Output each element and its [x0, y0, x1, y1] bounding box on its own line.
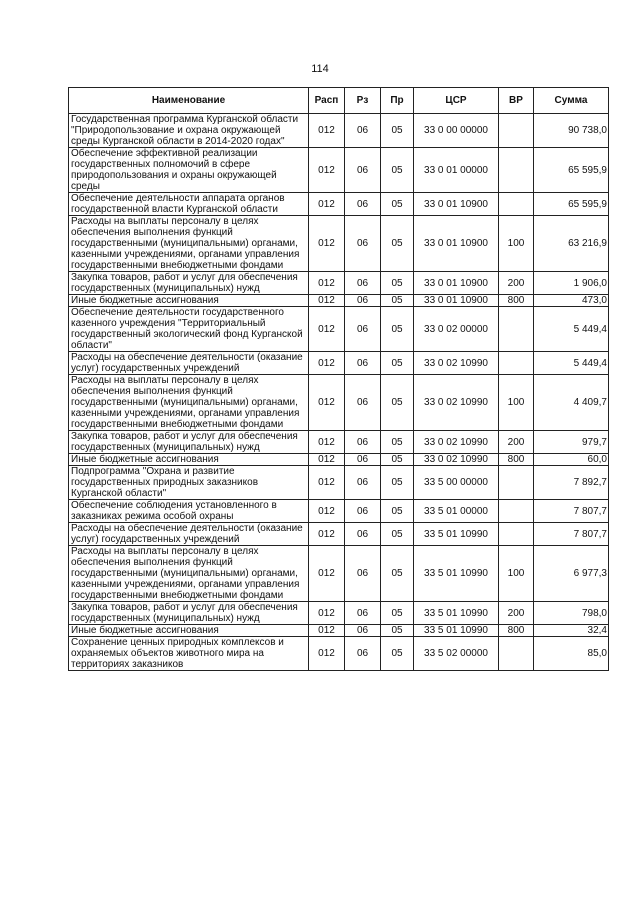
- cell-rasp: 012: [309, 602, 345, 625]
- cell-name: Закупка товаров, работ и услуг для обеспечения государственных (муниципальных) нужд: [69, 602, 309, 625]
- cell-vr: 200: [499, 431, 534, 454]
- cell-csr: 33 5 02 00000: [414, 637, 499, 671]
- cell-vr: [499, 466, 534, 500]
- cell-sum: 5 449,4: [534, 307, 609, 352]
- cell-pr: 05: [381, 216, 414, 272]
- cell-rz: 06: [345, 625, 381, 637]
- cell-vr: 200: [499, 272, 534, 295]
- cell-rz: 06: [345, 272, 381, 295]
- cell-rz: 06: [345, 546, 381, 602]
- cell-rz: 06: [345, 352, 381, 375]
- table-row: [69, 193, 609, 216]
- cell-csr: 33 5 00 00000: [414, 466, 499, 500]
- cell-pr: 05: [381, 307, 414, 352]
- cell-sum: 1 906,0: [534, 272, 609, 295]
- cell-vr: [499, 307, 534, 352]
- cell-csr: 33 0 02 10990: [414, 352, 499, 375]
- cell-sum: 32,4: [534, 625, 609, 637]
- header-rasp: Расп: [309, 88, 345, 114]
- cell-csr: 33 0 00 00000: [414, 114, 499, 148]
- cell-rasp: 012: [309, 523, 345, 546]
- cell-pr: 05: [381, 193, 414, 216]
- cell-csr: 33 0 02 10990: [414, 454, 499, 466]
- cell-csr: 33 0 01 10900: [414, 272, 499, 295]
- table-row: [69, 637, 609, 671]
- cell-rz: 06: [345, 193, 381, 216]
- cell-vr: [499, 352, 534, 375]
- header-pr: Пр: [381, 88, 414, 114]
- cell-sum: 473,0: [534, 295, 609, 307]
- cell-pr: 05: [381, 148, 414, 193]
- table-header-row: [69, 88, 609, 114]
- cell-name: Сохранение ценных природных комплексов и охраняемых объектов животного мира на территориях заказников: [69, 637, 309, 671]
- cell-vr: 800: [499, 625, 534, 637]
- cell-name: Иные бюджетные ассигнования: [69, 625, 309, 637]
- table-row: [69, 295, 609, 307]
- cell-pr: 05: [381, 272, 414, 295]
- cell-csr: 33 5 01 00000: [414, 500, 499, 523]
- cell-rasp: 012: [309, 625, 345, 637]
- cell-name: Закупка товаров, работ и услуг для обеспечения государственных (муниципальных) нужд: [69, 272, 309, 295]
- cell-name: Государственная программа Курганской области "Природопользование и охрана окружающей среды Курганской области в 2014-2020 годах": [69, 114, 309, 148]
- cell-rz: 06: [345, 466, 381, 500]
- cell-rz: 06: [345, 637, 381, 671]
- cell-rz: 06: [345, 375, 381, 431]
- table-row: [69, 466, 609, 500]
- cell-vr: 800: [499, 295, 534, 307]
- cell-rasp: 012: [309, 352, 345, 375]
- cell-csr: 33 5 01 10990: [414, 523, 499, 546]
- cell-vr: 200: [499, 602, 534, 625]
- cell-sum: 6 977,3: [534, 546, 609, 602]
- cell-sum: 65 595,9: [534, 148, 609, 193]
- table-row: [69, 352, 609, 375]
- cell-vr: [499, 193, 534, 216]
- table-body: [69, 114, 609, 671]
- cell-rz: 06: [345, 431, 381, 454]
- cell-pr: 05: [381, 500, 414, 523]
- cell-rz: 06: [345, 295, 381, 307]
- table-row: [69, 307, 609, 352]
- cell-sum: 65 595,9: [534, 193, 609, 216]
- table-row: [69, 602, 609, 625]
- cell-sum: 979,7: [534, 431, 609, 454]
- cell-rasp: 012: [309, 466, 345, 500]
- table-row: [69, 216, 609, 272]
- cell-pr: 05: [381, 454, 414, 466]
- cell-sum: 85,0: [534, 637, 609, 671]
- cell-rasp: 012: [309, 272, 345, 295]
- cell-sum: 60,0: [534, 454, 609, 466]
- cell-vr: 100: [499, 546, 534, 602]
- cell-csr: 33 0 01 10900: [414, 295, 499, 307]
- cell-rz: 06: [345, 602, 381, 625]
- cell-rz: 06: [345, 216, 381, 272]
- cell-name: Расходы на обеспечение деятельности (оказание услуг) государственных учреждений: [69, 352, 309, 375]
- cell-pr: 05: [381, 375, 414, 431]
- table-row: [69, 625, 609, 637]
- cell-rasp: 012: [309, 431, 345, 454]
- cell-rz: 06: [345, 523, 381, 546]
- cell-vr: 100: [499, 375, 534, 431]
- cell-rasp: 012: [309, 307, 345, 352]
- cell-rasp: 012: [309, 148, 345, 193]
- cell-name: Закупка товаров, работ и услуг для обеспечения государственных (муниципальных) нужд: [69, 431, 309, 454]
- cell-vr: 800: [499, 454, 534, 466]
- cell-vr: 100: [499, 216, 534, 272]
- table-row: [69, 546, 609, 602]
- table-row: [69, 114, 609, 148]
- cell-name: Обеспечение эффективной реализации государственных полномочий в сфере природопользования и охраны окружающей среды: [69, 148, 309, 193]
- table-row: [69, 375, 609, 431]
- cell-name: Расходы на выплаты персоналу в целях обеспечения выполнения функций государственными (муниципальными) органами, казенными учреждениями, органами управления государственными внебюджетными фондами: [69, 375, 309, 431]
- cell-pr: 05: [381, 602, 414, 625]
- cell-vr: [499, 148, 534, 193]
- cell-rz: 06: [345, 500, 381, 523]
- cell-pr: 05: [381, 637, 414, 671]
- cell-pr: 05: [381, 523, 414, 546]
- cell-csr: 33 0 02 00000: [414, 307, 499, 352]
- header-rz: Рз: [345, 88, 381, 114]
- cell-name: Расходы на выплаты персоналу в целях обеспечения выполнения функций государственными (муниципальными) органами, казенными учреждениями, органами управления государственными внебюджетными фондами: [69, 546, 309, 602]
- cell-name: Расходы на обеспечение деятельности (оказание услуг) государственных учреждений: [69, 523, 309, 546]
- cell-pr: 05: [381, 431, 414, 454]
- cell-pr: 05: [381, 466, 414, 500]
- cell-sum: 7 807,7: [534, 500, 609, 523]
- cell-sum: 7 892,7: [534, 466, 609, 500]
- header-sum: Сумма: [534, 88, 609, 114]
- cell-sum: 7 807,7: [534, 523, 609, 546]
- cell-vr: [499, 114, 534, 148]
- cell-name: Иные бюджетные ассигнования: [69, 454, 309, 466]
- cell-pr: 05: [381, 114, 414, 148]
- cell-name: Обеспечение соблюдения установленного в заказниках режима особой охраны: [69, 500, 309, 523]
- cell-rasp: 012: [309, 295, 345, 307]
- cell-rz: 06: [345, 148, 381, 193]
- cell-rasp: 012: [309, 454, 345, 466]
- cell-rz: 06: [345, 454, 381, 466]
- cell-rz: 06: [345, 114, 381, 148]
- cell-rasp: 012: [309, 500, 345, 523]
- cell-vr: [499, 637, 534, 671]
- cell-name: Обеспечение деятельности государственного казенного учреждения "Территориальный государственный экологический фонд Курганской области": [69, 307, 309, 352]
- table-row: [69, 148, 609, 193]
- cell-csr: 33 0 01 00000: [414, 148, 499, 193]
- cell-sum: 90 738,0: [534, 114, 609, 148]
- header-vr: ВР: [499, 88, 534, 114]
- cell-pr: 05: [381, 625, 414, 637]
- table-row: [69, 431, 609, 454]
- cell-name: Обеспечение деятельности аппарата органов государственной власти Курганской области: [69, 193, 309, 216]
- cell-rasp: 012: [309, 193, 345, 216]
- budget-table: [68, 87, 609, 671]
- table-row: [69, 500, 609, 523]
- cell-name: Иные бюджетные ассигнования: [69, 295, 309, 307]
- cell-rasp: 012: [309, 114, 345, 148]
- cell-csr: 33 0 02 10990: [414, 431, 499, 454]
- header-name: Наименование: [69, 88, 309, 114]
- cell-sum: 5 449,4: [534, 352, 609, 375]
- cell-rz: 06: [345, 307, 381, 352]
- cell-rasp: 012: [309, 375, 345, 431]
- table-row: [69, 523, 609, 546]
- cell-rasp: 012: [309, 216, 345, 272]
- cell-rasp: 012: [309, 637, 345, 671]
- cell-sum: 63 216,9: [534, 216, 609, 272]
- cell-csr: 33 0 02 10990: [414, 375, 499, 431]
- cell-csr: 33 0 01 10900: [414, 216, 499, 272]
- cell-pr: 05: [381, 295, 414, 307]
- table-row: [69, 272, 609, 295]
- cell-rasp: 012: [309, 546, 345, 602]
- cell-name: Подпрограмма "Охрана и развитие государственных природных заказников Курганской области": [69, 466, 309, 500]
- cell-csr: 33 0 01 10900: [414, 193, 499, 216]
- cell-csr: 33 5 01 10990: [414, 602, 499, 625]
- header-csr: ЦСР: [414, 88, 499, 114]
- page-number: 114: [311, 63, 329, 75]
- cell-name: Расходы на выплаты персоналу в целях обеспечения выполнения функций государственными (муниципальными) органами, казенными учреждениями, органами управления государственными внебюджетными фондами: [69, 216, 309, 272]
- table-row: [69, 454, 609, 466]
- cell-pr: 05: [381, 352, 414, 375]
- cell-sum: 4 409,7: [534, 375, 609, 431]
- cell-sum: 798,0: [534, 602, 609, 625]
- cell-vr: [499, 523, 534, 546]
- cell-csr: 33 5 01 10990: [414, 546, 499, 602]
- cell-vr: [499, 500, 534, 523]
- cell-pr: 05: [381, 546, 414, 602]
- cell-csr: 33 5 01 10990: [414, 625, 499, 637]
